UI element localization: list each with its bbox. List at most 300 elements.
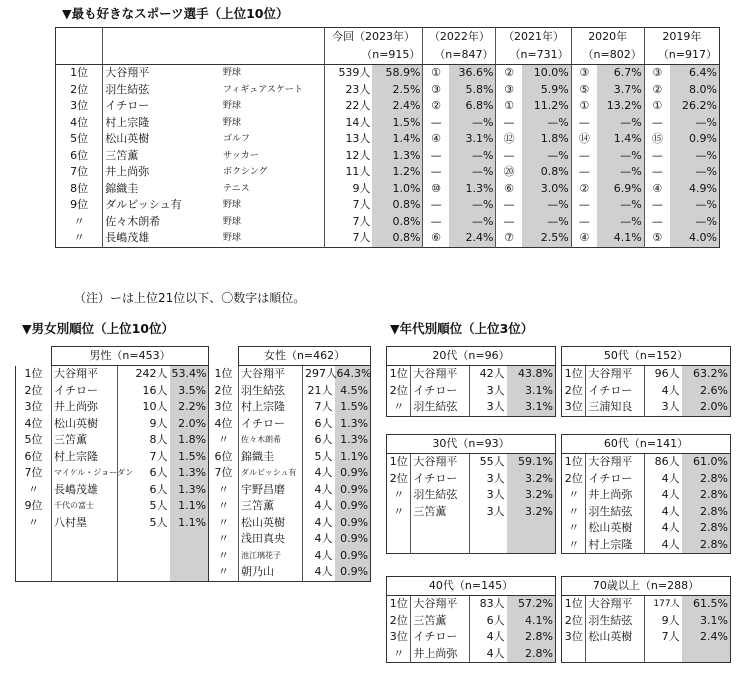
percent-cell: 2.5% <box>372 82 422 99</box>
male-rank-cell: 2位 <box>16 383 52 400</box>
main-ranking-table <box>55 27 720 248</box>
main-table-row <box>56 148 720 165</box>
percent-cell: 1.2% <box>372 164 422 181</box>
age-block-header-row <box>562 435 731 454</box>
age-percent-cell: 4.1% <box>507 613 556 630</box>
count-cell: 14人 <box>324 115 372 132</box>
gender-table-row <box>16 465 371 482</box>
count-cell: 12人 <box>324 148 372 165</box>
age-percent-cell: 2.8% <box>507 629 556 646</box>
age-name-cell: 羽生結弦 <box>586 613 645 630</box>
female-percent-cell: 0.9% <box>335 515 371 532</box>
male-count-cell: 6人 <box>118 465 170 482</box>
age-count-cell: 3人 <box>470 487 507 504</box>
male-percent-cell: 2.0% <box>170 416 209 433</box>
percent-cell: 0.8% <box>372 197 422 214</box>
male-count-cell: 16人 <box>118 383 170 400</box>
percent-2022-cell: —% <box>449 115 496 132</box>
gender-table-row <box>16 366 371 383</box>
percent-cell: 58.9% <box>372 65 422 82</box>
rank-2019-cell: ① <box>644 98 670 115</box>
percent-2021-cell: —% <box>522 214 571 231</box>
age-rank-cell <box>562 646 586 663</box>
percent-2019-cell: —% <box>670 214 720 231</box>
percent-2022-cell: 5.8% <box>449 82 496 99</box>
age-count-cell: 86人 <box>645 454 682 471</box>
age-rank-cell: 〃 <box>568 504 580 518</box>
age-block-header: 60代（n=141） <box>562 435 731 454</box>
player-name-cell: 羽生結弦 <box>103 82 221 99</box>
percent-2019-cell: 8.0% <box>670 82 720 99</box>
age-count-cell: 4人 <box>645 471 682 488</box>
age-rank-cell: 2位 <box>564 471 583 485</box>
rank-cell: 9位 <box>70 198 89 211</box>
female-count-cell: 4人 <box>303 515 335 532</box>
age-table-row <box>562 366 731 383</box>
female-count-cell: 6人 <box>303 432 335 449</box>
male-name-cell: 井上尚弥 <box>52 399 118 416</box>
age-name-cell: イチロー <box>586 471 645 488</box>
sport-cell: 野球 <box>222 117 241 128</box>
female-rank-cell: 〃 <box>218 532 230 545</box>
male-name-cell <box>52 564 118 581</box>
age-count-cell: 3人 <box>645 399 682 416</box>
rank-cell: 〃 <box>73 214 85 228</box>
age-block-header: 30代（n=93） <box>387 435 556 454</box>
percent-2022-cell: —% <box>449 148 496 165</box>
age-name-cell: 羽生結弦 <box>411 487 470 504</box>
male-name-cell: 大谷翔平 <box>52 366 118 383</box>
percent-cell: 1.4% <box>372 131 422 148</box>
female-rank-cell: 7位 <box>214 466 233 479</box>
rank-2020-cell: — <box>571 197 597 214</box>
age-block-header: 20代（n=96） <box>387 347 556 366</box>
percent-2021-cell: 11.2% <box>522 98 571 115</box>
male-rank-cell: 6位 <box>16 449 52 466</box>
female-name-cell: 三笘薫 <box>239 498 303 515</box>
sport-cell: 野球 <box>222 68 241 78</box>
age-rank-cell: 2位 <box>564 383 583 397</box>
count-cell: 22人 <box>324 98 372 115</box>
percent-2021-cell: —% <box>522 148 571 165</box>
female-rank-cell: 4位 <box>214 416 233 430</box>
count-cell: 13人 <box>324 131 372 148</box>
rank-2020-cell: ③ <box>571 65 597 82</box>
header-2020: 2020年 <box>571 28 644 47</box>
rank-2019-cell: — <box>644 197 670 214</box>
rank-cell: 7位 <box>70 165 89 178</box>
age-name-cell: 三浦知良 <box>586 399 645 416</box>
age-50s-block <box>561 346 731 417</box>
rank-cell: 〃 <box>73 231 85 244</box>
count-cell: 23人 <box>324 82 372 99</box>
male-percent-cell <box>170 548 209 565</box>
female-count-cell: 4人 <box>303 465 335 482</box>
age-count-cell: 7人 <box>645 629 682 646</box>
female-count-cell: 4人 <box>303 498 335 515</box>
male-header: 男性（n=453） <box>52 347 209 366</box>
age-table-row <box>562 454 731 471</box>
player-name-cell: 佐々木朗希 <box>103 214 221 231</box>
male-percent-cell: 1.3% <box>170 465 209 482</box>
age-rank-cell: 1位 <box>564 367 583 380</box>
age-percent-cell: 59.1% <box>507 454 556 471</box>
age-rank-cell: 3位 <box>564 630 583 643</box>
male-rank-cell: 9位 <box>16 498 52 515</box>
age-name-cell: 井上尚弥 <box>586 487 645 504</box>
male-rank-cell <box>16 548 52 565</box>
age-name-cell: 大谷翔平 <box>586 366 645 383</box>
gender-table-row <box>16 564 371 581</box>
age-count-cell: 3人 <box>470 399 507 416</box>
age-rank-cell: 2位 <box>389 613 408 627</box>
age-count-cell <box>645 646 682 663</box>
age-percent-cell: 2.6% <box>682 383 731 400</box>
age-table-row <box>387 596 556 613</box>
age-rank-cell <box>387 520 411 537</box>
age-table-row <box>387 383 556 400</box>
sport-cell: 野球 <box>222 200 241 210</box>
player-name-cell: 錦織圭 <box>103 181 221 198</box>
female-count-cell: 7人 <box>303 399 335 416</box>
age-percent-cell: 2.8% <box>682 504 731 521</box>
sport-cell: 野球 <box>222 216 241 227</box>
age-name-cell: 大谷翔平 <box>586 454 645 471</box>
age-name-cell: 松山英樹 <box>586 629 645 646</box>
rank-2020-cell: ② <box>571 181 597 198</box>
male-name-cell: 三笘薫 <box>52 432 118 449</box>
rank-2021-cell: ⑫ <box>496 131 522 148</box>
age-percent-cell: 3.2% <box>507 471 556 488</box>
age-rank-cell: 2位 <box>564 613 583 627</box>
male-percent-cell: 53.4% <box>170 366 209 383</box>
female-rank-cell: 〃 <box>218 515 230 529</box>
age-rank-cell: 〃 <box>393 646 405 660</box>
rank-2019-cell: ⑮ <box>644 131 670 148</box>
sport-cell: ゴルフ <box>222 134 250 144</box>
age-rank-cell: 2位 <box>389 471 408 485</box>
player-name-cell: 三笘薫 <box>103 148 221 165</box>
male-rank-cell: 7位 <box>16 465 52 482</box>
gender-table-row <box>16 531 371 548</box>
male-count-cell <box>118 531 170 548</box>
player-name-cell: 井上尚弥 <box>103 164 221 181</box>
female-name-cell: 錦織圭 <box>239 449 303 466</box>
age-table-row <box>562 629 731 646</box>
main-table-row <box>56 131 720 148</box>
female-rank-cell: 1位 <box>214 366 233 380</box>
rank-2019-cell: — <box>644 115 670 132</box>
age-table-row <box>562 537 731 554</box>
percent-2020-cell: 13.2% <box>597 98 644 115</box>
rank-2021-cell: — <box>496 148 522 165</box>
age-title: ▼年代別順位（上位3位） <box>390 321 534 336</box>
age-table-row <box>387 399 556 416</box>
age-percent-cell: 3.2% <box>507 487 556 504</box>
footnote: （注）ーは上位21位以下、〇数字は順位。 <box>74 291 306 305</box>
age-name-cell: 井上尚弥 <box>411 646 470 663</box>
main-table-row <box>56 181 720 198</box>
age-table-row <box>562 399 731 416</box>
percent-2021-cell: 2.5% <box>522 230 571 247</box>
female-count-cell: 4人 <box>303 482 335 499</box>
age-table-row <box>387 487 556 504</box>
count-cell: 11人 <box>324 164 372 181</box>
male-rank-cell: 1位 <box>16 366 52 383</box>
age-count-cell: 9人 <box>645 613 682 630</box>
percent-2022-cell: —% <box>449 164 496 181</box>
percent-2021-cell: 10.0% <box>522 65 571 82</box>
male-percent-cell: 2.2% <box>170 399 209 416</box>
age-table-row <box>387 366 556 383</box>
rank-2022-cell: ⑥ <box>423 230 449 247</box>
male-rank-cell: 4位 <box>16 416 52 433</box>
age-count-cell: 96人 <box>645 366 682 383</box>
percent-2022-cell: 1.3% <box>449 181 496 198</box>
percent-2022-cell: 36.6% <box>449 65 496 82</box>
age-count-cell: 6人 <box>470 613 507 630</box>
female-rank-cell: 〃 <box>218 499 230 512</box>
age-table-row <box>387 646 556 663</box>
male-count-cell: 6人 <box>118 482 170 499</box>
count-cell: 7人 <box>324 197 372 214</box>
male-percent-cell <box>170 564 209 581</box>
main-table-row <box>56 82 720 99</box>
female-rank-cell: 〃 <box>218 433 230 446</box>
age-30s-block <box>386 434 556 554</box>
age-rank-cell: 1位 <box>389 367 408 380</box>
male-rank-cell <box>16 531 52 548</box>
age-20s-block <box>386 346 556 417</box>
header-2019: 2019年 <box>644 28 719 47</box>
female-percent-cell: 1.3% <box>335 416 371 433</box>
female-percent-cell: 64.3% <box>335 366 371 383</box>
female-name-cell: 羽生結弦 <box>239 383 303 400</box>
percent-2019-cell: —% <box>670 164 720 181</box>
age-rank-cell: 〃 <box>393 504 405 518</box>
percent-cell: 1.0% <box>372 181 422 198</box>
age-rank-cell: 3位 <box>564 400 583 413</box>
percent-2020-cell: 6.7% <box>597 65 644 82</box>
age-percent-cell: 2.8% <box>507 646 556 663</box>
male-percent-cell: 1.1% <box>170 515 209 532</box>
age-name-cell: 村上宗隆 <box>586 537 645 554</box>
rank-2020-cell: ⑤ <box>571 82 597 99</box>
female-percent-cell: 0.9% <box>335 482 371 499</box>
female-count-cell: 5人 <box>303 449 335 466</box>
gender-table-row <box>16 515 371 532</box>
rank-2021-cell: ② <box>496 65 522 82</box>
rank-2020-cell: — <box>571 214 597 231</box>
male-percent-cell <box>170 531 209 548</box>
gender-table-row <box>16 482 371 499</box>
age-rank-cell: 1位 <box>564 455 583 468</box>
male-count-cell: 5人 <box>118 498 170 515</box>
age-percent-cell: 57.2% <box>507 596 556 613</box>
rank-2020-cell: ④ <box>571 230 597 247</box>
rank-2022-cell: ① <box>423 65 449 82</box>
age-name-cell <box>411 537 470 554</box>
age-name-cell: 大谷翔平 <box>411 366 470 383</box>
rank-2021-cell: ① <box>496 98 522 115</box>
percent-2019-cell: —% <box>670 115 720 132</box>
rank-2020-cell: — <box>571 115 597 132</box>
percent-2021-cell: —% <box>522 197 571 214</box>
main-table-row <box>56 164 720 181</box>
rank-2022-cell: ② <box>423 98 449 115</box>
female-name-cell: 浅田真央 <box>239 531 303 548</box>
rank-2020-cell: ⑭ <box>571 131 597 148</box>
count-cell: 539人 <box>324 65 372 82</box>
percent-2020-cell: —% <box>597 197 644 214</box>
male-count-cell <box>118 548 170 565</box>
gender-title: ▼男女別順位（上位10位） <box>22 321 175 336</box>
age-name-cell <box>586 646 645 663</box>
age-60s-block <box>561 434 731 554</box>
female-rank-cell: 〃 <box>218 482 230 496</box>
female-percent-cell: 0.9% <box>335 531 371 548</box>
age-name-cell: イチロー <box>586 383 645 400</box>
sport-cell: ボクシング <box>222 167 268 177</box>
male-name-cell: 八村塁 <box>52 515 118 532</box>
age-40s-block <box>386 576 556 663</box>
age-count-cell: 4人 <box>645 383 682 400</box>
sport-cell: サッカー <box>222 150 259 161</box>
rank-2019-cell: ③ <box>644 65 670 82</box>
percent-2021-cell: 1.8% <box>522 131 571 148</box>
age-percent-cell <box>682 646 731 663</box>
gender-table-row <box>16 416 371 433</box>
age-rank-cell: 〃 <box>393 400 405 413</box>
main-header-row <box>56 28 720 47</box>
age-table-row <box>562 520 731 537</box>
percent-2020-cell: 6.9% <box>597 181 644 198</box>
age-percent-cell: 2.8% <box>682 537 731 554</box>
age-count-cell: 4人 <box>645 487 682 504</box>
rank-2021-cell: — <box>496 115 522 132</box>
percent-2020-cell: 3.7% <box>597 82 644 99</box>
age-percent-cell: 43.8% <box>507 366 556 383</box>
male-rank-cell: 5位 <box>16 432 52 449</box>
main-table-row <box>56 115 720 132</box>
male-name-cell: 松山英樹 <box>52 416 118 433</box>
age-block-header: 40代（n=145） <box>387 577 556 596</box>
female-count-cell: 4人 <box>303 531 335 548</box>
header-2021: （2021年） <box>496 28 571 47</box>
female-percent-cell: 1.5% <box>335 399 371 416</box>
rank-2021-cell: — <box>496 197 522 214</box>
age-block-header-row <box>387 435 556 454</box>
female-percent-cell: 0.9% <box>335 548 371 565</box>
percent-2022-cell: 6.8% <box>449 98 496 115</box>
age-name-cell: 大谷翔平 <box>411 454 470 471</box>
gender-header-row <box>16 347 371 366</box>
percent-2022-cell: 3.1% <box>449 131 496 148</box>
age-block-header-row <box>562 347 731 366</box>
female-percent-cell: 4.5% <box>335 383 371 400</box>
age-percent-cell: 61.5% <box>682 596 731 613</box>
sport-cell: フィギュアスケート <box>222 84 303 95</box>
percent-2020-cell: —% <box>597 164 644 181</box>
age-rank-cell: 〃 <box>393 488 405 501</box>
female-count-cell: 4人 <box>303 564 335 581</box>
age-percent-cell: 3.1% <box>682 613 731 630</box>
age-percent-cell: 3.2% <box>507 504 556 521</box>
male-name-cell: イチロー <box>52 383 118 400</box>
player-name-cell: 長嶋茂雄 <box>103 230 221 247</box>
rank-2019-cell: — <box>644 214 670 231</box>
female-header: 女性（n=462） <box>239 347 371 366</box>
age-percent-cell: 2.8% <box>682 487 731 504</box>
percent-2019-cell: 4.9% <box>670 181 720 198</box>
age-name-cell: 大谷翔平 <box>586 596 645 613</box>
female-name-cell: 佐々木朗希 <box>239 432 303 449</box>
age-count-cell: 3人 <box>470 504 507 521</box>
male-name-cell: 千代の富士 <box>52 498 118 515</box>
percent-cell: 1.5% <box>372 115 422 132</box>
age-percent-cell: 3.1% <box>507 383 556 400</box>
percent-2021-cell: —% <box>522 115 571 132</box>
count-cell: 9人 <box>324 181 372 198</box>
female-name-cell: 村上宗隆 <box>239 399 303 416</box>
female-rank-cell: 〃 <box>209 564 239 581</box>
main-table-row <box>56 98 720 115</box>
female-count-cell: 6人 <box>303 416 335 433</box>
percent-2022-cell: —% <box>449 214 496 231</box>
rank-2020-cell: — <box>571 164 597 181</box>
rank-2022-cell: ⑩ <box>423 181 449 198</box>
male-percent-cell: 1.1% <box>170 498 209 515</box>
player-name-cell: 大谷翔平 <box>103 65 221 82</box>
age-name-cell: イチロー <box>411 383 470 400</box>
age-name-cell <box>411 520 470 537</box>
main-header-n-row <box>56 46 720 65</box>
percent-2019-cell: —% <box>670 197 720 214</box>
header-current-n: （n=915） <box>324 46 423 65</box>
female-name-cell: 松山英樹 <box>239 515 303 532</box>
age-70s-block <box>561 576 731 663</box>
rank-2021-cell: ⑥ <box>496 181 522 198</box>
player-name-cell: 松山英樹 <box>103 131 221 148</box>
male-name-cell: マイケル・ジョーダン <box>52 465 118 482</box>
gender-table-row <box>16 548 371 565</box>
sport-cell: 野球 <box>222 233 241 243</box>
age-percent-cell <box>507 537 556 554</box>
age-rank-cell <box>387 537 411 554</box>
male-name-cell: 村上宗隆 <box>52 449 118 466</box>
age-count-cell: 83人 <box>470 596 507 613</box>
percent-2022-cell: —% <box>449 197 496 214</box>
age-table-row <box>562 646 731 663</box>
age-table-row <box>562 383 731 400</box>
age-count-cell <box>470 520 507 537</box>
female-count-cell: 297人 <box>303 366 335 383</box>
male-rank-cell: 〃 <box>16 482 52 499</box>
male-count-cell: 10人 <box>118 399 170 416</box>
age-count-cell: 177人 <box>645 596 682 613</box>
male-count-cell: 9人 <box>118 416 170 433</box>
age-percent-cell: 63.2% <box>682 366 731 383</box>
percent-cell: 1.3% <box>372 148 422 165</box>
gender-table-row <box>16 449 371 466</box>
age-name-cell: 松山英樹 <box>586 520 645 537</box>
age-percent-cell: 3.1% <box>507 399 556 416</box>
male-count-cell: 8人 <box>118 432 170 449</box>
age-count-cell: 42人 <box>470 366 507 383</box>
rank-2021-cell: ⑦ <box>496 230 522 247</box>
age-count-cell: 4人 <box>645 537 682 554</box>
age-rank-cell: 1位 <box>389 455 408 468</box>
